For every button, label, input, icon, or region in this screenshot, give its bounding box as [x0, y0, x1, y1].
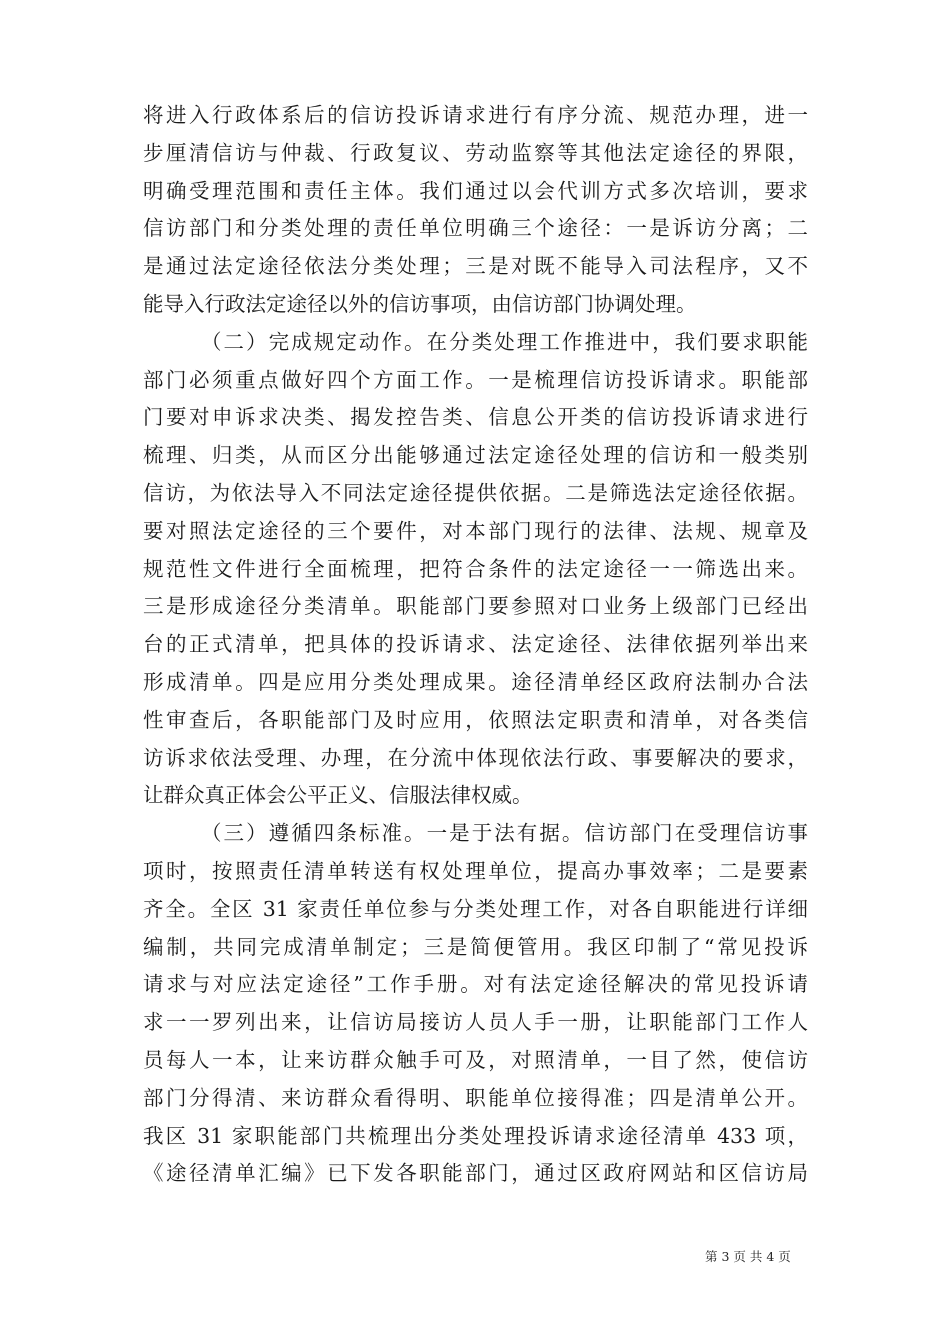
text-line: 编制，共同完成清单制定；三是简便管用。我区印制了“常见投诉: [143, 934, 808, 959]
paragraph-1: [143, 97, 808, 324]
text-line: 项时，按照责任清单转送有权处理单位，提高办事效率；二是要素: [143, 858, 808, 883]
text-line: 三是形成途径分类清单。职能部门要参照对口业务上级部门已经出: [143, 594, 808, 619]
page-number-footer: 第 3 页 共 4 页: [705, 1249, 791, 1264]
text-line: 我区 31 家职能部门共梳理出分类处理投诉请求途径清单 433 项，: [143, 1123, 808, 1148]
text-line: 门要对申诉求决类、揭发控告类、信息公开类的信访投诉请求进行: [143, 405, 808, 430]
text-line: 《途径清单汇编》已下发各职能部门，通过区政府网站和区信访局: [143, 1161, 808, 1186]
text-line: 部门分得清、来访群众看得明、职能单位接得准；四是清单公开。: [143, 1085, 808, 1110]
text-line: 部门必须重点做好四个方面工作。一是梳理信访投诉请求。职能部: [143, 367, 808, 392]
paragraph-3: [143, 815, 808, 1193]
text-line: 员每人一本，让来访群众触手可及，对照清单，一目了然，使信访: [143, 1047, 808, 1072]
text-line: 将进入行政体系后的信访投诉请求进行有序分流、规范办理，进一: [143, 103, 808, 127]
text-line: 求一一罗列出来，让信访局接访人员人手一册，让职能部门工作人: [143, 1010, 808, 1035]
text-line: 请求与对应法定途径”工作手册。对有法定途径解决的常见投诉请: [143, 972, 808, 997]
text-line: 明确受理范围和责任主体。我们通过以会代训方式多次培训，要求: [143, 178, 808, 203]
text-line: 台的正式清单，把具体的投诉请求、法定途径、法律依据列举出来: [143, 632, 808, 657]
text-line: 齐全。全区 31 家责任单位参与分类处理工作，对各自职能进行详细: [143, 896, 808, 921]
text-line: 让群众真正体会公平正义、信服法律权威。: [143, 783, 533, 808]
text-line: 要对照法定途径的三个要件，对本部门现行的法律、法规、规章及: [143, 518, 808, 543]
text-line: 性审查后，各职能部门及时应用，依照法定职责和清单，对各类信: [143, 707, 808, 732]
text-line: 规范性文件进行全面梳理，把符合条件的法定途径一一筛选出来。: [143, 556, 808, 581]
text-line: 信访，为依法导入不同法定途径提供依据。二是筛选法定途径依据。: [143, 480, 808, 505]
text-line: （二）完成规定动作。在分类处理工作推进中，我们要求职能: [201, 329, 808, 354]
text-line: 能导入行政法定途径以外的信访事项，由信访部门协调处理。: [143, 291, 697, 316]
text-line: 形成清单。四是应用分类处理成果。途径清单经区政府法制办合法: [143, 669, 808, 694]
text-line: （三）遵循四条标准。一是于法有据。信访部门在受理信访事: [201, 821, 808, 846]
text-line: 是通过法定途径依法分类处理；三是对既不能导入司法程序，又不: [143, 254, 808, 279]
paragraph-2: [143, 324, 808, 815]
text-line: 梳理、归类，从而区分出能够通过法定途径处理的信访和一般类别: [143, 443, 808, 468]
body-text: [143, 97, 808, 1193]
text-line: 信访部门和分类处理的责任单位明确三个途径：一是诉访分离；二: [143, 216, 808, 241]
text-line: 步厘清信访与仲裁、行政复议、劳动监察等其他法定途径的界限，: [143, 140, 808, 165]
text-line: 访诉求依法受理、办理，在分流中体现依法行政、事要解决的要求，: [143, 745, 808, 770]
